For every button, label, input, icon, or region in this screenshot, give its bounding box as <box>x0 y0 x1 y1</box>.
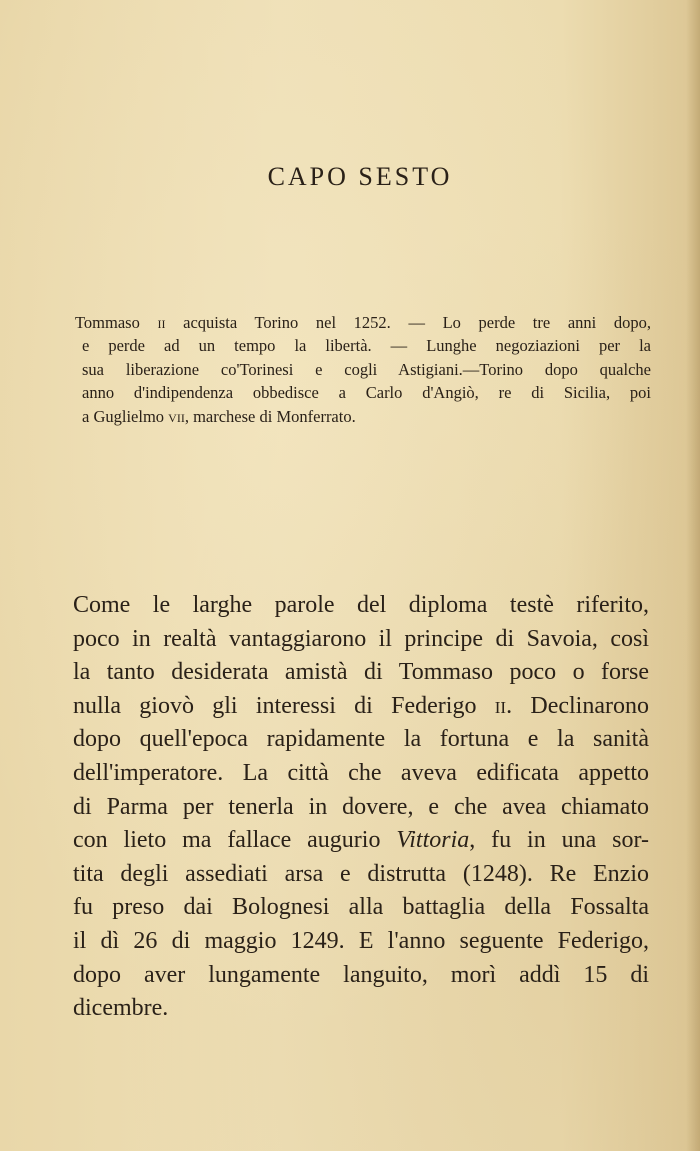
body-text: , fu in una sor- <box>469 827 649 854</box>
body-line <box>73 824 649 858</box>
summary-line: anno d'indipendenza obbedisce a Carlo d'Angiò, re di Sicilia, poi <box>82 383 651 403</box>
body-line: poco in realtà vantaggiarono il principe di Savoia, così <box>73 625 649 652</box>
body-line: dopo quell'epoca rapidamente la fortuna e la sanità <box>73 726 649 753</box>
summary-line: sua liberazione co'Torinesi e cogli Astigiani.—Torino dopo qualche <box>82 359 651 379</box>
regnal-numeral: ii <box>157 313 166 332</box>
summary-text: , marchese di Monferrato. <box>184 406 356 426</box>
body-line: di Parma per tenerla in dovere, e che avea chiamato <box>73 793 649 820</box>
body-line: il dì 26 di maggio 1249. E l'anno seguente Federigo, <box>73 927 649 954</box>
body-line: dopo aver lungamente languito, morì addì 15 di <box>73 961 649 988</box>
body-text: . Declinarono <box>506 692 649 719</box>
summary-line <box>75 311 651 334</box>
body-line: la tanto desiderata amistà di Tommaso poco o forse <box>73 659 649 686</box>
body-paragraph <box>73 589 649 1026</box>
italic-place-name: Vittoria <box>396 827 470 854</box>
regnal-numeral: vii <box>168 406 185 426</box>
summary-line <box>75 405 651 428</box>
chapter-title: CAPO SESTO <box>267 162 453 191</box>
body-line <box>73 690 649 724</box>
body-line: Come le larghe parole del diploma testè riferito, <box>73 592 649 618</box>
summary-text: acquista Torino nel 1252. — Lo perde tre anni dopo, <box>165 313 651 332</box>
body-line: tita degli assediati arsa e distrutta (1248). Re Enzio <box>73 860 649 887</box>
regnal-numeral: ii <box>494 692 507 719</box>
body-text: con lieto ma fallace augurio <box>73 827 397 854</box>
summary-text: Tommaso <box>75 313 158 332</box>
body-line: dicembre. <box>73 995 169 1022</box>
body-line: dell'imperatore. La città che aveva edificata appetto <box>73 759 649 786</box>
summary-line: e perde ad un tempo la libertà. — Lunghe negoziazioni per la <box>82 336 651 356</box>
summary-text: a Guglielmo <box>82 406 169 426</box>
chapter-summary <box>75 311 651 428</box>
body-line: fu preso dai Bolognesi alla battaglia della Fossalta <box>73 894 649 921</box>
body-text: nulla giovò gli interessi di Federigo <box>73 692 495 719</box>
